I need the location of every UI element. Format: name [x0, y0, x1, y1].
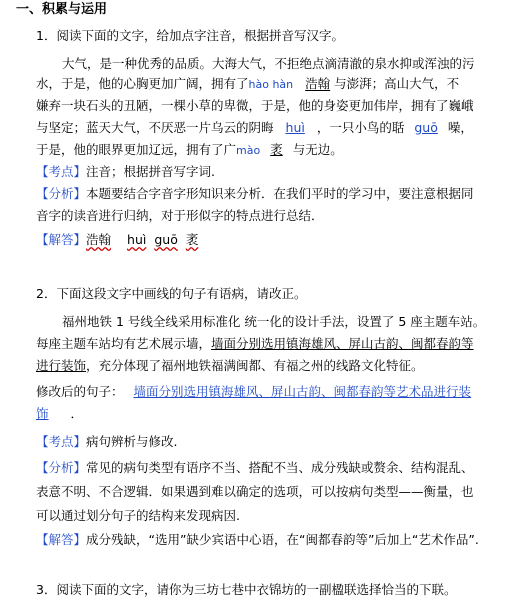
q2-paragraph-line-1: 福州地铁 1 号线全线采用标准化 统一化的设计手法，设置了 5 座主题车站。: [62, 314, 486, 329]
q1-paragraph-line-4: [36, 120, 473, 136]
q2-paragraph-line-3: [36, 358, 424, 374]
jieda-text: 成分残缺，“选用”缺少宾语中心语，在“闽都春韵等”后加上“艺术作品”.: [86, 532, 479, 547]
fill-blank-hui: huì: [285, 120, 305, 135]
answer-mao: 袤: [185, 232, 199, 247]
jieda-tag: 【解答】: [36, 232, 87, 247]
q1-paragraph-line-5: [36, 142, 343, 159]
text-segment: ，充分体现了福州地铁福满闽都、有福之州的线路文化特征。: [86, 358, 424, 373]
revised-period: ．: [70, 406, 84, 421]
text-segment: 每座主题车站均有艺术展示墙，: [36, 336, 212, 351]
kaodian-text: 注音；根据拼音写字词.: [86, 164, 215, 179]
q1-title: 1．阅读下面的文字，给加点字注音，根据拼音写汉字。: [36, 28, 344, 43]
kaodian-tag: 【考点】: [36, 434, 87, 449]
text-segment: 噪，: [447, 120, 473, 135]
text-segment: 与坚定；蓝天大气，不厌恶一片乌云的阴晦: [36, 120, 274, 135]
q2-kaodian: [36, 434, 178, 450]
fenxi-text: 常见的病句类型有语序不当、搭配不当、成分残缺或赘余、结构混乱、: [86, 460, 474, 475]
revised-label: 修改后的句子：: [36, 384, 124, 399]
revised-sentence-end: 饰: [36, 406, 49, 421]
revised-sentence: 墙面分别选用镇海雄风、屏山古韵、闽都春韵等艺术品进行装: [133, 384, 472, 399]
section-title: 一、积累与运用: [16, 2, 108, 17]
q1-fenxi-line-2: 音字的读音进行归纳，对于形似字的特点进行总结．: [36, 208, 324, 223]
q1-kaodian: [36, 164, 215, 180]
q1-paragraph-line-2: [36, 76, 459, 93]
q2-title: 2．下面这段文字中画线的句子有语病，请改正。: [36, 286, 307, 301]
underlined-sentence: 墙面分别选用镇海雄风、屏山古韵、闽都春韵等: [211, 336, 474, 351]
kaodian-text: 病句辨析与修改.: [86, 434, 178, 449]
q2-revised-line-2: [36, 406, 83, 422]
text-segment: 水，于是，他的心胸更加广阔，拥有了: [36, 76, 249, 91]
fenxi-text: 本题要结合字音字形知识来分析．在我们平时的学习中，要注意根据同: [86, 186, 474, 201]
answer-guo: guō: [154, 232, 178, 247]
fill-blank-guo: guō: [414, 120, 438, 135]
q2-jieda: [36, 532, 479, 548]
pinyin-hao-han: hào hàn: [248, 78, 294, 91]
text-segment: 与澎湃；高山大气，不: [334, 76, 460, 91]
q1-jieda: [36, 232, 198, 248]
text-segment: 于是，他的眼界更加辽远，拥有了广: [36, 142, 237, 157]
fill-blank-haohan: 浩翰: [305, 76, 331, 91]
pinyin-mao: mào: [236, 144, 261, 157]
q2-fenxi-line-3: 可以通过划分句子的结构来发现病因.: [36, 508, 240, 523]
q1-fenxi: [36, 186, 474, 202]
fenxi-tag: 【分析】: [36, 186, 87, 201]
answer-hui: huì: [127, 232, 147, 247]
q2-paragraph-line-2: [36, 336, 474, 352]
underlined-sentence-end: 进行装饰: [36, 358, 87, 373]
q1-paragraph-line-1: 大气，是一种优秀的品质。大海大气，不拒绝点滴清澈的泉水抑或浑浊的污: [62, 56, 475, 71]
fill-blank-mao: 袤: [270, 142, 283, 157]
q2-fenxi-line-2: 表意不明、不合逻辑．如果遇到难以确定的选项，可以按病句类型——衡量，也: [36, 484, 474, 499]
text-segment: 与无边。: [292, 142, 343, 157]
kaodian-tag: 【考点】: [36, 164, 87, 179]
answer-haohan: 浩翰: [86, 232, 112, 247]
q1-paragraph-line-3: 嫌弃一块石头的丑陋，一棵小草的卑微，于是，他的身姿更加伟岸，拥有了巍峨: [36, 98, 474, 113]
q2-revised-label-line: [36, 384, 471, 400]
text-segment: ，一只小鸟的聒: [316, 120, 405, 135]
q3-title: 3．阅读下面的文字，请你为三坊七巷中衣锦坊的一副楹联选择恰当的下联。: [36, 582, 457, 597]
fenxi-tag: 【分析】: [36, 460, 87, 475]
jieda-tag: 【解答】: [36, 532, 87, 547]
q2-fenxi: [36, 460, 474, 476]
